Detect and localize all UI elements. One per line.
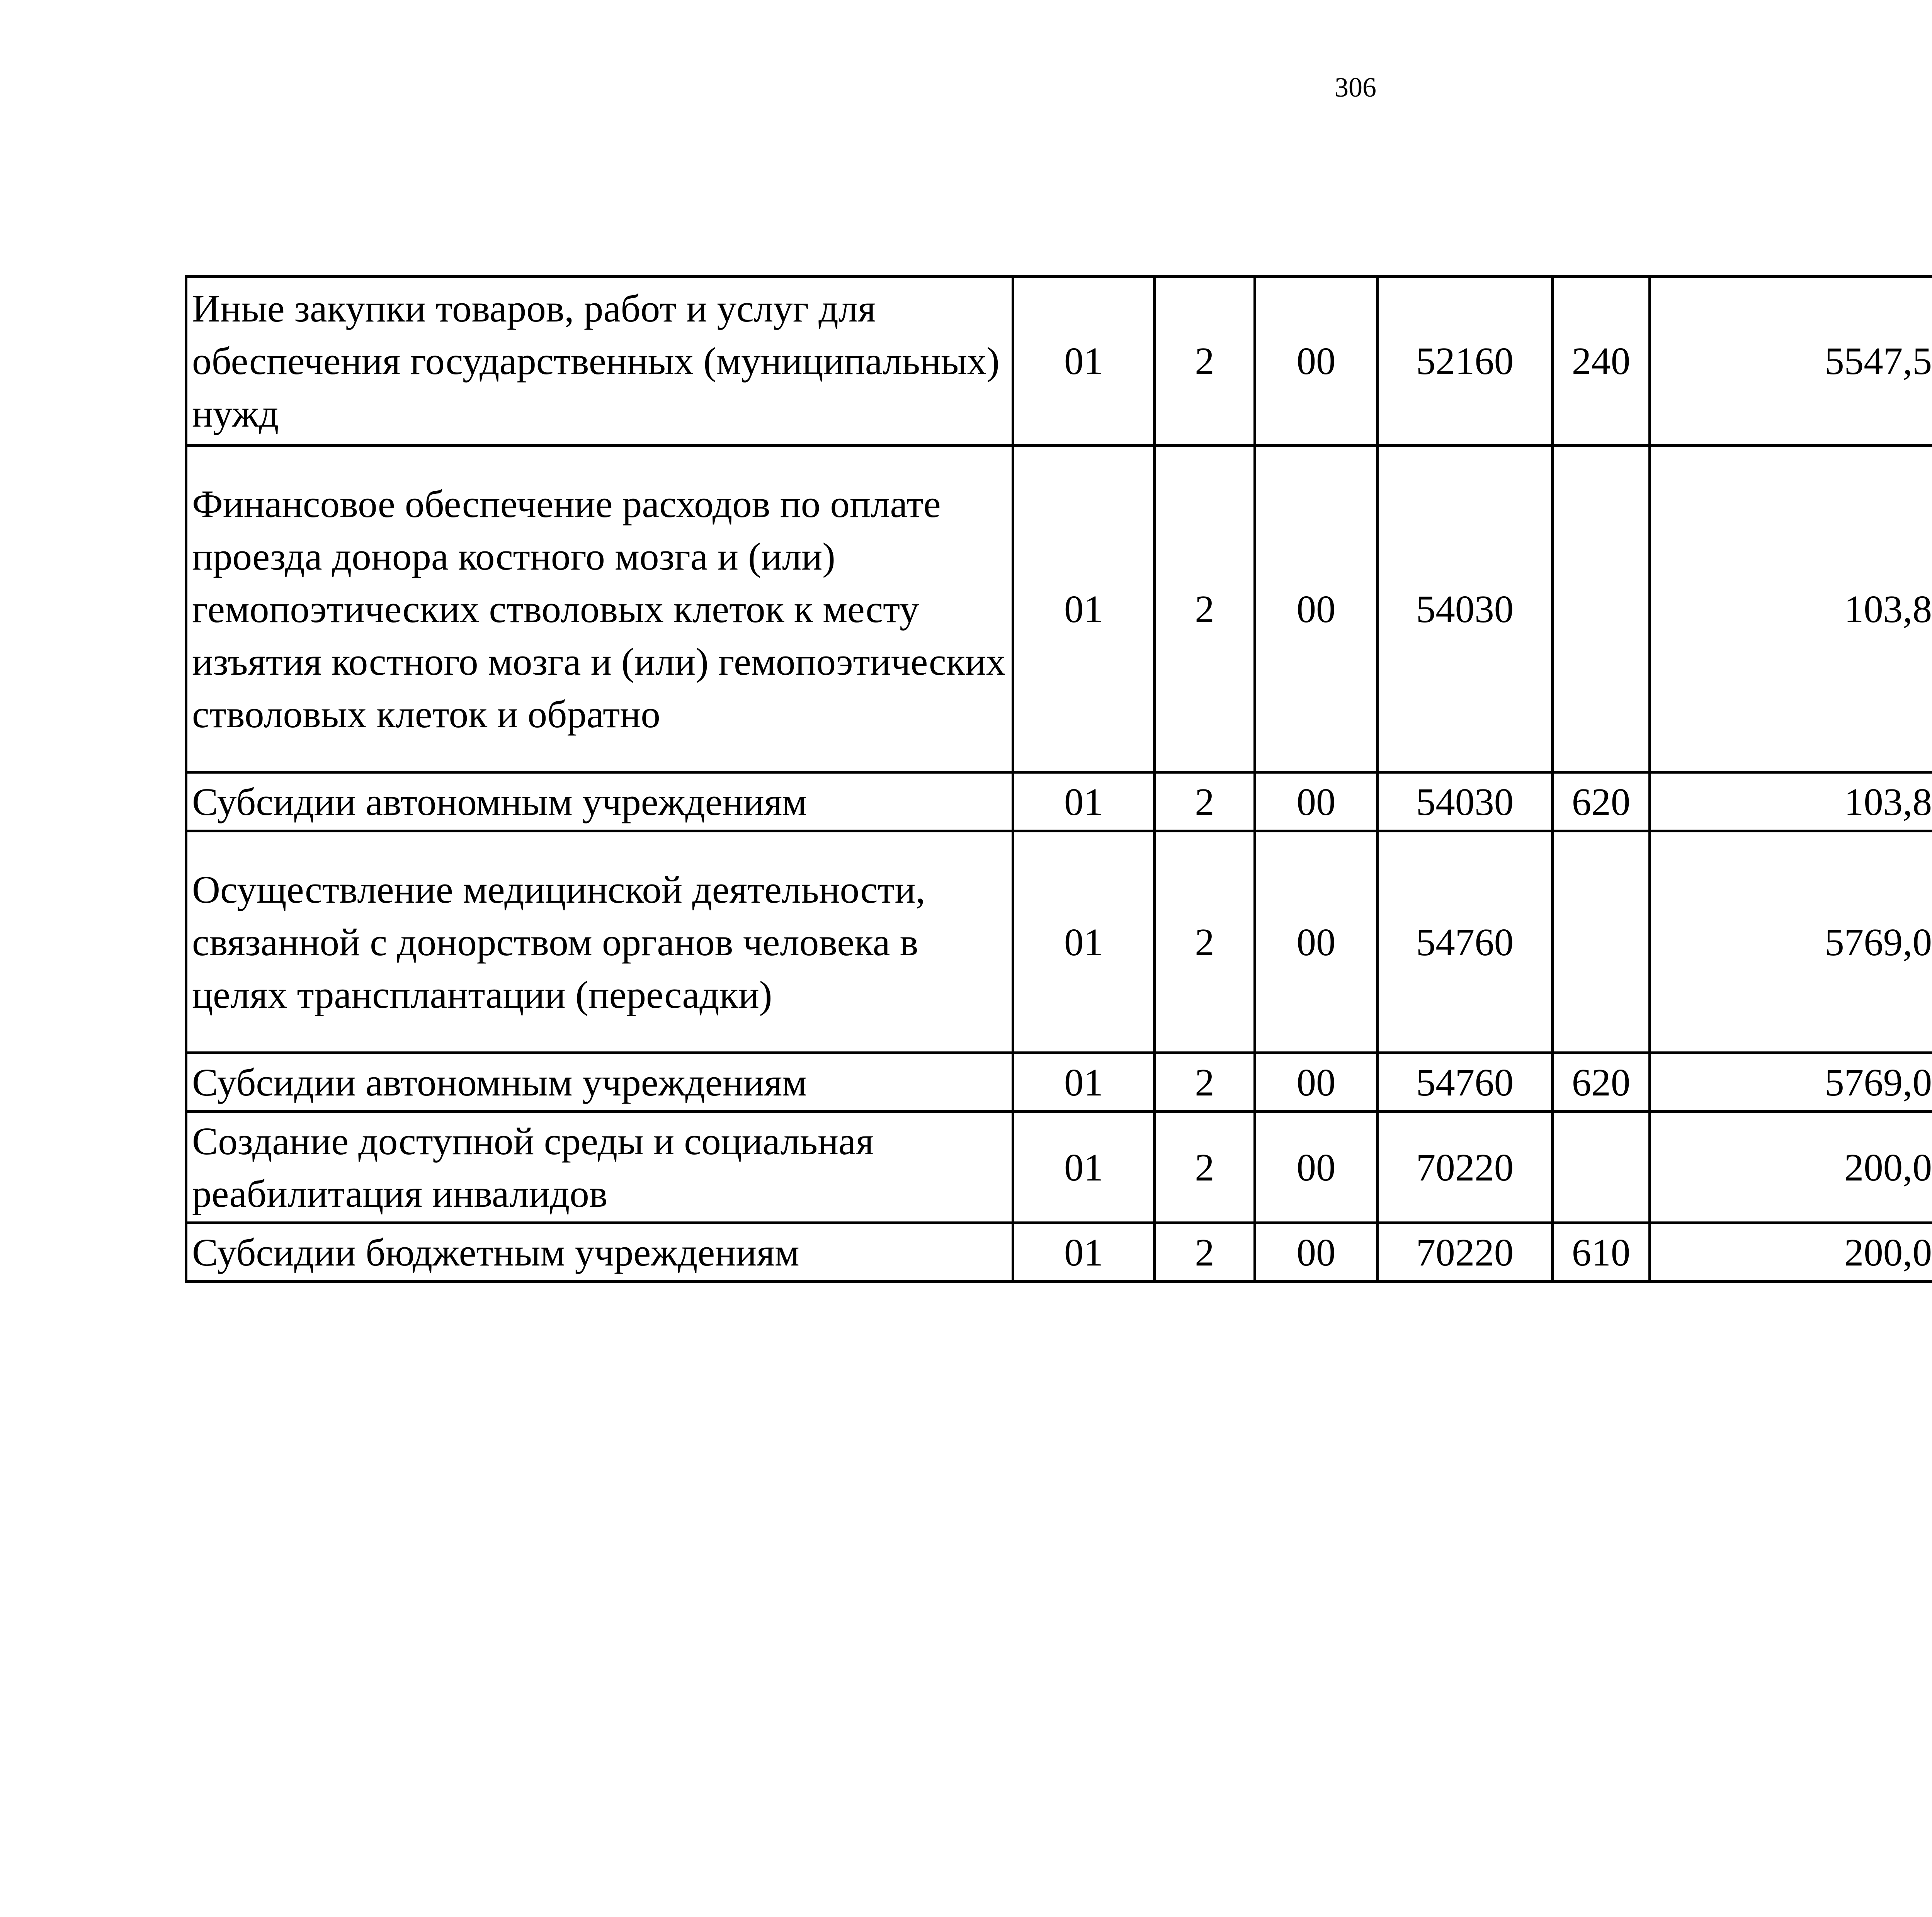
code-expense-type bbox=[1553, 446, 1650, 772]
page-number: 306 bbox=[1335, 72, 1376, 103]
amount-year-1: 200,0 bbox=[1650, 1112, 1932, 1223]
code-direction: 54030 bbox=[1378, 446, 1553, 772]
expense-name: Субсидии бюджетным учреждениям bbox=[186, 1223, 1013, 1282]
amount-year-1: 5769,0 bbox=[1650, 1053, 1932, 1112]
code-subprogram: 2 bbox=[1155, 277, 1255, 446]
code-subprogram: 2 bbox=[1155, 1112, 1255, 1223]
code-expense-type: 240 bbox=[1553, 277, 1650, 446]
code-event: 00 bbox=[1255, 446, 1378, 772]
table-row bbox=[186, 277, 1932, 446]
table-row bbox=[186, 1223, 1932, 1282]
code-section: 01 bbox=[1013, 831, 1155, 1053]
code-section: 01 bbox=[1013, 446, 1155, 772]
code-expense-type: 610 bbox=[1553, 1223, 1650, 1282]
table-row bbox=[186, 831, 1932, 1053]
code-expense-type: 620 bbox=[1553, 772, 1650, 831]
amount-year-1: 103,8 bbox=[1650, 446, 1932, 772]
code-subprogram: 2 bbox=[1155, 1053, 1255, 1112]
code-section: 01 bbox=[1013, 772, 1155, 831]
code-event: 00 bbox=[1255, 772, 1378, 831]
table-row bbox=[186, 1112, 1932, 1223]
code-section: 01 bbox=[1013, 1223, 1155, 1282]
amount-year-1: 5547,5 bbox=[1650, 277, 1932, 446]
table-row bbox=[186, 1053, 1932, 1112]
code-event: 00 bbox=[1255, 831, 1378, 1053]
expense-name: Финансовое обеспечение расходов по оплате проезда донора костного мозга и (или) гемопоэтических стволовых клеток к месту изъятия костного мозга и (или) гемопоэтических стволовых клеток и обратно bbox=[186, 446, 1013, 772]
expense-name: Субсидии автономным учреждениям bbox=[186, 772, 1013, 831]
table-row bbox=[186, 772, 1932, 831]
code-direction: 54760 bbox=[1378, 831, 1553, 1053]
code-section: 01 bbox=[1013, 277, 1155, 446]
code-direction: 54030 bbox=[1378, 772, 1553, 831]
budget-table bbox=[185, 275, 1932, 1283]
code-event: 00 bbox=[1255, 1223, 1378, 1282]
code-expense-type bbox=[1553, 1112, 1650, 1223]
code-event: 00 bbox=[1255, 1053, 1378, 1112]
code-subprogram: 2 bbox=[1155, 772, 1255, 831]
amount-year-1: 5769,0 bbox=[1650, 831, 1932, 1053]
amount-year-1: 103,8 bbox=[1650, 772, 1932, 831]
code-event: 00 bbox=[1255, 1112, 1378, 1223]
code-direction: 54760 bbox=[1378, 1053, 1553, 1112]
expense-name: Субсидии автономным учреждениям bbox=[186, 1053, 1013, 1112]
code-subprogram: 2 bbox=[1155, 1223, 1255, 1282]
code-section: 01 bbox=[1013, 1053, 1155, 1112]
expense-name: Осуществление медицинской деятельности, связанной с донорством органов человека в целях трансплантации (пересадки) bbox=[186, 831, 1013, 1053]
code-expense-type bbox=[1553, 831, 1650, 1053]
code-direction: 70220 bbox=[1378, 1223, 1553, 1282]
code-subprogram: 2 bbox=[1155, 831, 1255, 1053]
amount-year-1: 200,0 bbox=[1650, 1223, 1932, 1282]
table-row bbox=[186, 446, 1932, 772]
code-subprogram: 2 bbox=[1155, 446, 1255, 772]
code-expense-type: 620 bbox=[1553, 1053, 1650, 1112]
expense-name: Создание доступной среды и социальная реабилитация инвалидов bbox=[186, 1112, 1013, 1223]
code-event: 00 bbox=[1255, 277, 1378, 446]
expense-name: Иные закупки товаров, работ и услуг для обеспечения государственных (муниципальных) нужд bbox=[186, 277, 1013, 446]
code-direction: 70220 bbox=[1378, 1112, 1553, 1223]
code-section: 01 bbox=[1013, 1112, 1155, 1223]
code-direction: 52160 bbox=[1378, 277, 1553, 446]
